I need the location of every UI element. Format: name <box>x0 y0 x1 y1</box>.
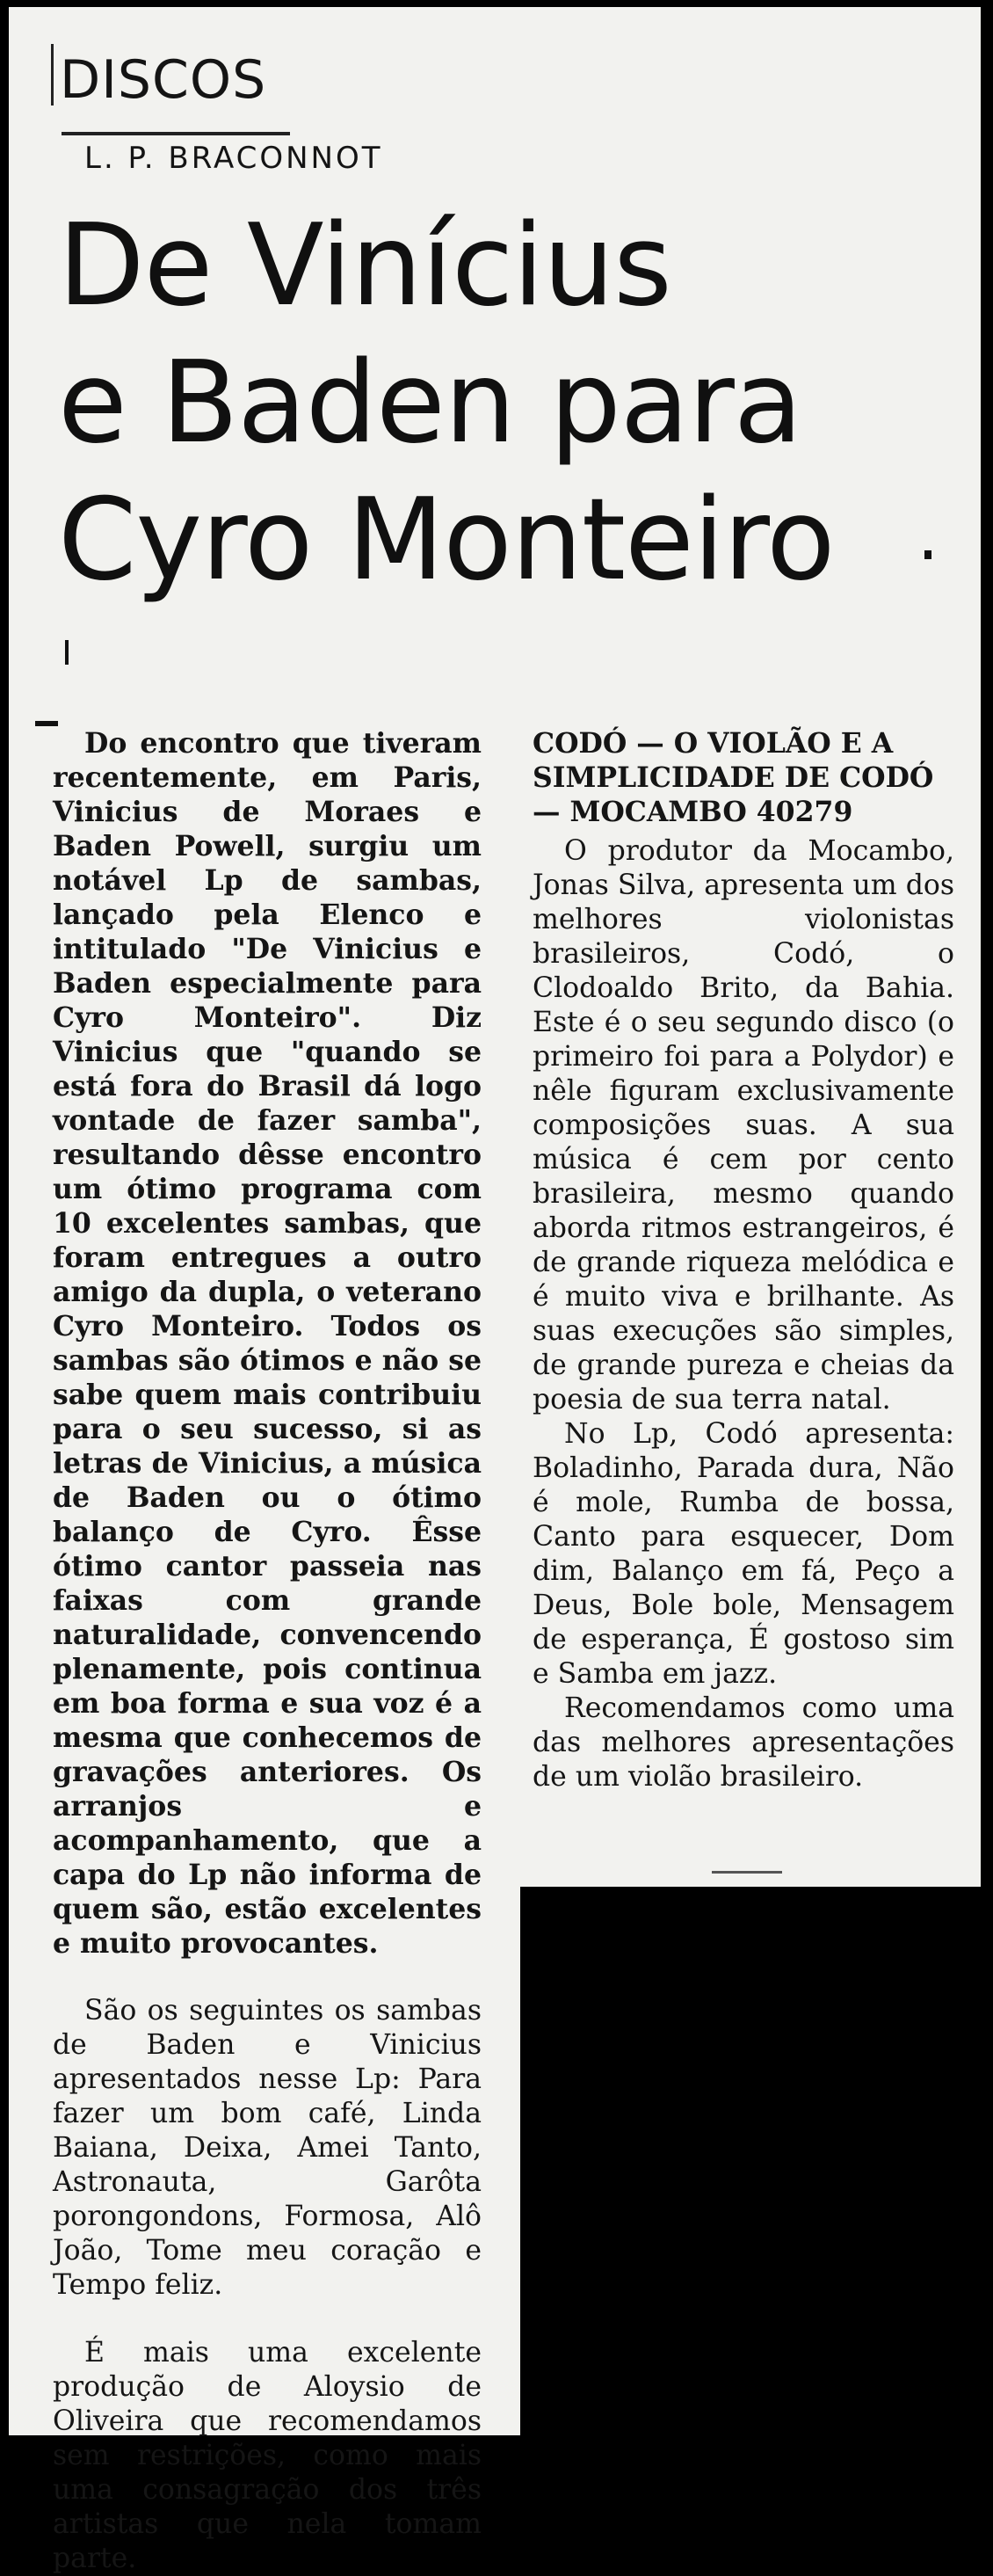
byline: L. P. BRACONNOT <box>84 141 383 176</box>
headline-line-1: De Vinícius <box>58 200 671 331</box>
headline-line-2: e Baden para <box>58 338 802 469</box>
section-rule <box>62 132 290 135</box>
scan-black-area <box>520 1887 993 2443</box>
paragraph: No Lp, Codó apresenta: Boladinho, Parada dura, Não é mole, Rumba de bossa, Canto para esquecer, Dom dim, Balanço em fá, Peço a Deus, Bole bole, Mensagem de esperança, É gostoso sim e Samba em jazz. <box>533 1418 954 1690</box>
paragraph: Do encontro que tiveram recentemente, em Paris, Vinicius de Moraes e Baden Powell, surgiu um notável Lp de sambas, lançado pela Elenco e intitulado "De Vinicius e Baden especialmente para Cyro Monteiro". Diz Vinicius que "quando se está fora do Brasil dá logo vontade de fazer samba", resultando dêsse encontro um ótimo programa com 10 excelentes sambas, que foram entregues a outro amigo da dupla, o veterano Cyro Monteiro. Todos os sambas são ótimos e não se sabe quem mais contribuiu para o seu sucesso, si as letras de Vinicius, a música de Baden ou o ótimo balanço de Cyro. Êsse ótimo cantor passeia nas faixas com grande naturalidade, convencendo plenamente, pois continua em boa forma e sua voz é a mesma que conhecemos de gravações anteriores. Os arranjos e acompanhamento, que a capa do Lp não informa de quem são, estão excelentes e muito provocantes. <box>53 727 482 1960</box>
print-speck <box>924 550 931 559</box>
print-speck <box>65 640 69 665</box>
paragraph: Recomendamos como uma das melhores apresentações de um violão brasileiro. <box>533 1692 954 1793</box>
headline <box>58 198 849 609</box>
paragraph: São os seguintes os sambas de Baden e Vinicius apresentados nesse Lp: Para fazer um bom café, Linda Baiana, Deixa, Amei Tanto, Astronauta, Garôta porongondons, Formosa, Alô João, Tome meu coração e Tempo feliz. <box>53 1995 482 2301</box>
disc-heading: CODÓ — O VIOLÃO E A SIMPLICIDADE DE CODÓ — MOCAMBO 40279 <box>533 727 934 828</box>
paragraph: É mais uma excelente produção de Aloysio de Oliveira que recomendamos sem restrições, como mais uma consagração dos três artistas que nela tomam parte. <box>53 2337 482 2574</box>
left-column <box>53 726 482 2576</box>
end-divider <box>712 1871 782 1874</box>
headline-line-3: Cyro Monteiro <box>58 475 835 606</box>
paragraph: O produtor da Mocambo, Jonas Silva, apresenta um dos melhores violonistas brasileiros, Codó, o Clodoaldo Brito, da Bahia. Este é o seu segundo disco (o primeiro foi para a Polydor) e nêle figuram exclusivamente composições suas. A sua música é cem por cento brasileira, mesmo quando aborda ritmos estrangeiros, é de grande riqueza melódica e é muito viva e brilhante. As suas execuções são simples, de grande pureza e cheias da poesia de sua terra natal. <box>533 835 954 1415</box>
section-bar <box>51 44 54 106</box>
section-title: DISCOS <box>60 49 267 111</box>
right-column <box>533 726 954 1794</box>
